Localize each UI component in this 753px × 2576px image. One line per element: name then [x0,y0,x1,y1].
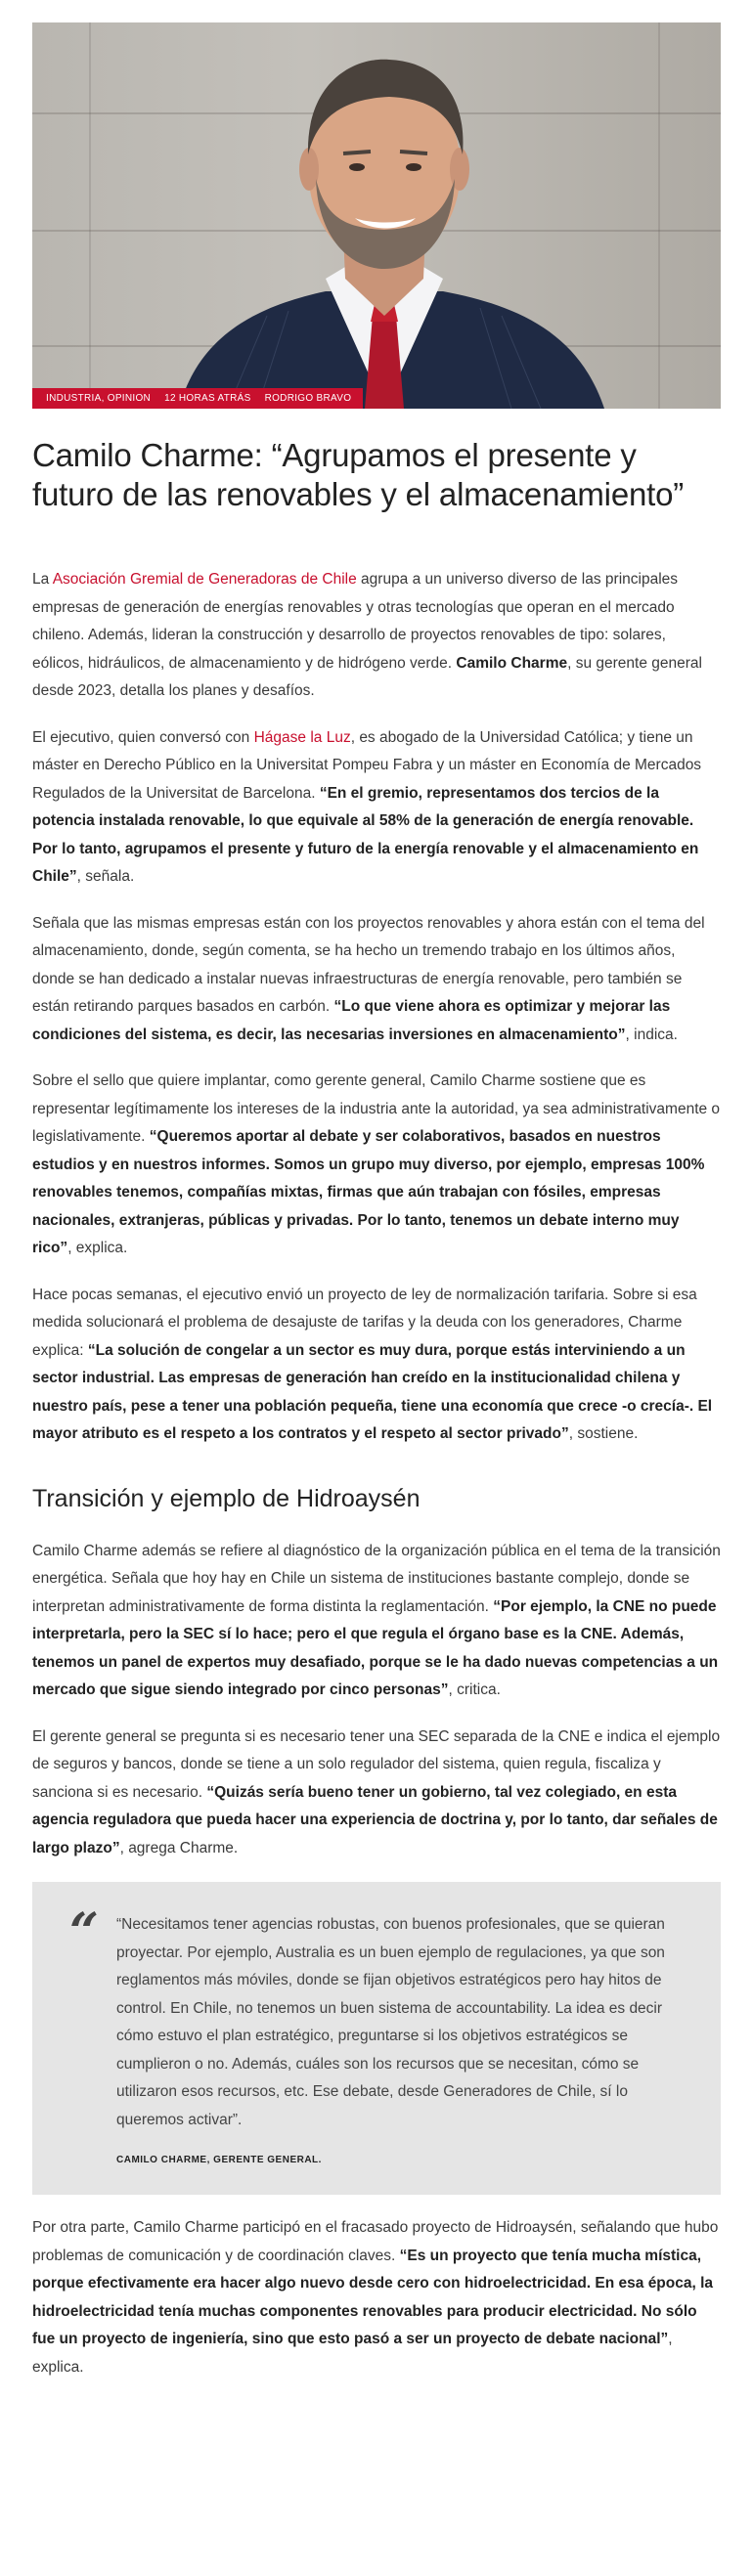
hagase-la-luz-link[interactable]: Hágase la Luz [253,728,351,746]
hero-image[interactable] [32,22,721,409]
paragraph-5: Hace pocas semanas, el ejecutivo envió un proyecto de ley de normalización tarifaria. Sobre si esa medida solucionará el problema de desajuste de tarifas y la deuda con los generadores, Charme explica: “La solución de congelar a un sector es muy dura, porque estás interviniendo a un sector industrial. Las empresas de generación han creído en la institucionalidad chilena y nuestro país, pese a tener una población pequeña, tiene una economía que crece -o crecía-. El mayor atributo es el respeto a los contratos y el respeto al sector privado”, sostiene. [32,1286,713,1442]
post-time: 12 HORAS ATRÁS [164,393,251,404]
paragraph-6: Camilo Charme además se refiere al diagnóstico de la organización pública en el tema de la transición energética. Señala que hoy hay en Chile un sistema de instituciones bastante complejo, donde se interpretan administrativamente de forma distinta la reglamentación. “Por ejemplo, la CNE no puede interpretarla, pero la SEC sí lo hace; pero el que regula el órgano base es la CNE. Además, tenemos un panel de expertos muy desafiado, porque se le ha dado nuevas competencias a un mercado que sigue siendo integrado por cinco personas”, critica. [32,1542,721,1698]
paragraph-7: El gerente general se pregunta si es necesario tener una SEC separada de la CNE e indica el ejemplo de seguros y bancos, donde se tiene a un solo regulador del sistema, quien regula, fiscaliza y sanciona si es necesario. “Quizás sería bueno tener un gobierno, tal vez colegiado, en esta agencia reguladora que pueda hacer una experiencia de doctrina y, por lo tanto, dar señales de largo plazo”, agrega Charme. [32,1727,721,1856]
article-title: Camilo Charme: “Agrupamos el presente y futuro de las renovables y el almacenamiento” [32,437,685,512]
post-categories[interactable]: INDUSTRIA, OPINION [46,393,152,404]
article-container [32,0,721,2381]
quote-citation: CAMILO CHARME, GERENTE GENERAL. [116,2155,322,2165]
paragraph-2: El ejecutivo, quien conversó con Hágase la Luz, es abogado de la Universidad Católica; y tiene un máster en Derecho Público en la Universitat Pompeu Fabra y un máster en Economía de Mercados Regulados de la Universitat de Barcelona. “En el gremio, representamos dos tercios de la potencia instalada renovable, lo que equivale al 58% de la generación de energía renovable. Por lo tanto, agrupamos el presente y futuro de la energía renovable y el almacenamiento en Chile”, señala. [32,728,702,885]
paragraph-8: Por otra parte, Camilo Charme participó en el fracasado proyecto de Hidroaysén, señalando que hubo problemas de comunicación y de coordinación claves. “Es un proyecto que tenía mucha mística, porque efectivamente era hacer algo nuevo desde cero con hidroelectricidad. En esa época, la hidroelectricidad tenía muchas componentes renovables para producir electricidad. No sólo fue un proyecto de ingeniería, sino que esto pasó a ser un proyecto de debate nacional”, explica. [32,2219,719,2376]
section-heading: Transición y ejemplo de Hidroaysén [32,1484,421,1512]
paragraph-3: Señala que las mismas empresas están con los proyectos renovables y ahora están con el tema del almacenamiento, donde, según comenta, se ha hecho un tremendo trabajo en los últimos años, donde se han dedicado a instalar nuevas infraestructuras de energía renovable, pero también se están retirando parques basados en carbón. “Lo que viene ahora es optimizar y mejorar las condiciones del sistema, es decir, las necesarias inversiones en almacenamiento”, indica. [32,914,705,1043]
blockquote [32,1882,721,2195]
quote-icon: “ [69,1902,99,1962]
quote-text: “Necesitamos tener agencias robustas, con buenos profesionales, que se quieran proyectar. Por ejemplo, Australia es un buen ejemplo de regulaciones, ya que son reglamentos más móviles, donde se fijan objetivos estratégicos pero hay hitos de control. En Chile, no tenemos un buen sistema de accountability. La idea es decir cómo estuvo el plan estratégico, preguntarse si los objetivos estratégicos se cumplieron o no. Además, cuáles son los recursos que se necesitan, cómo se utilizaron esos recursos, etc. Ese debate, desde Generadores de Chile, sí lo queremos activar”. [116,1916,665,2128]
generadoras-link[interactable]: Asociación Gremial de Generadoras de Chile [52,571,357,588]
post-meta-bar [32,388,363,409]
paragraph-4: Sobre el sello que quiere implantar, como gerente general, Camilo Charme sostiene que es representar legítimamente los intereses de la industria ante la autoridad, ya sea administrativamente o legislativamente. “Queremos aportar al debate y ser colaborativos, basados en nuestros estudios y en nuestros informes. Somos un grupo muy diverso, por ejemplo, empresas 100% renovables tenemos, compañías mixtas, firmas que aún trabajan con fósiles, empresas nacionales, extranjeras, públicas y privadas. Por lo tanto, tenemos un debate interno muy rico”, explica. [32,1072,721,1256]
post-author[interactable]: RODRIGO BRAVO [264,393,352,404]
portrait-figure [32,22,721,409]
paragraph-1: La Asociación Gremial de Generadoras de Chile agrupa a un universo diverso de las principales empresas de generación de energías renovables y otras tecnologías que operan en el mercado chileno. Además, lideran la construcción y desarrollo de proyectos renovables de tipo: solares, eólicos, hidráulicos, de almacenamiento y de hidrógeno verde. Camilo Charme, su gerente general desde 2023, detalla los planes y desafíos. [32,571,702,699]
